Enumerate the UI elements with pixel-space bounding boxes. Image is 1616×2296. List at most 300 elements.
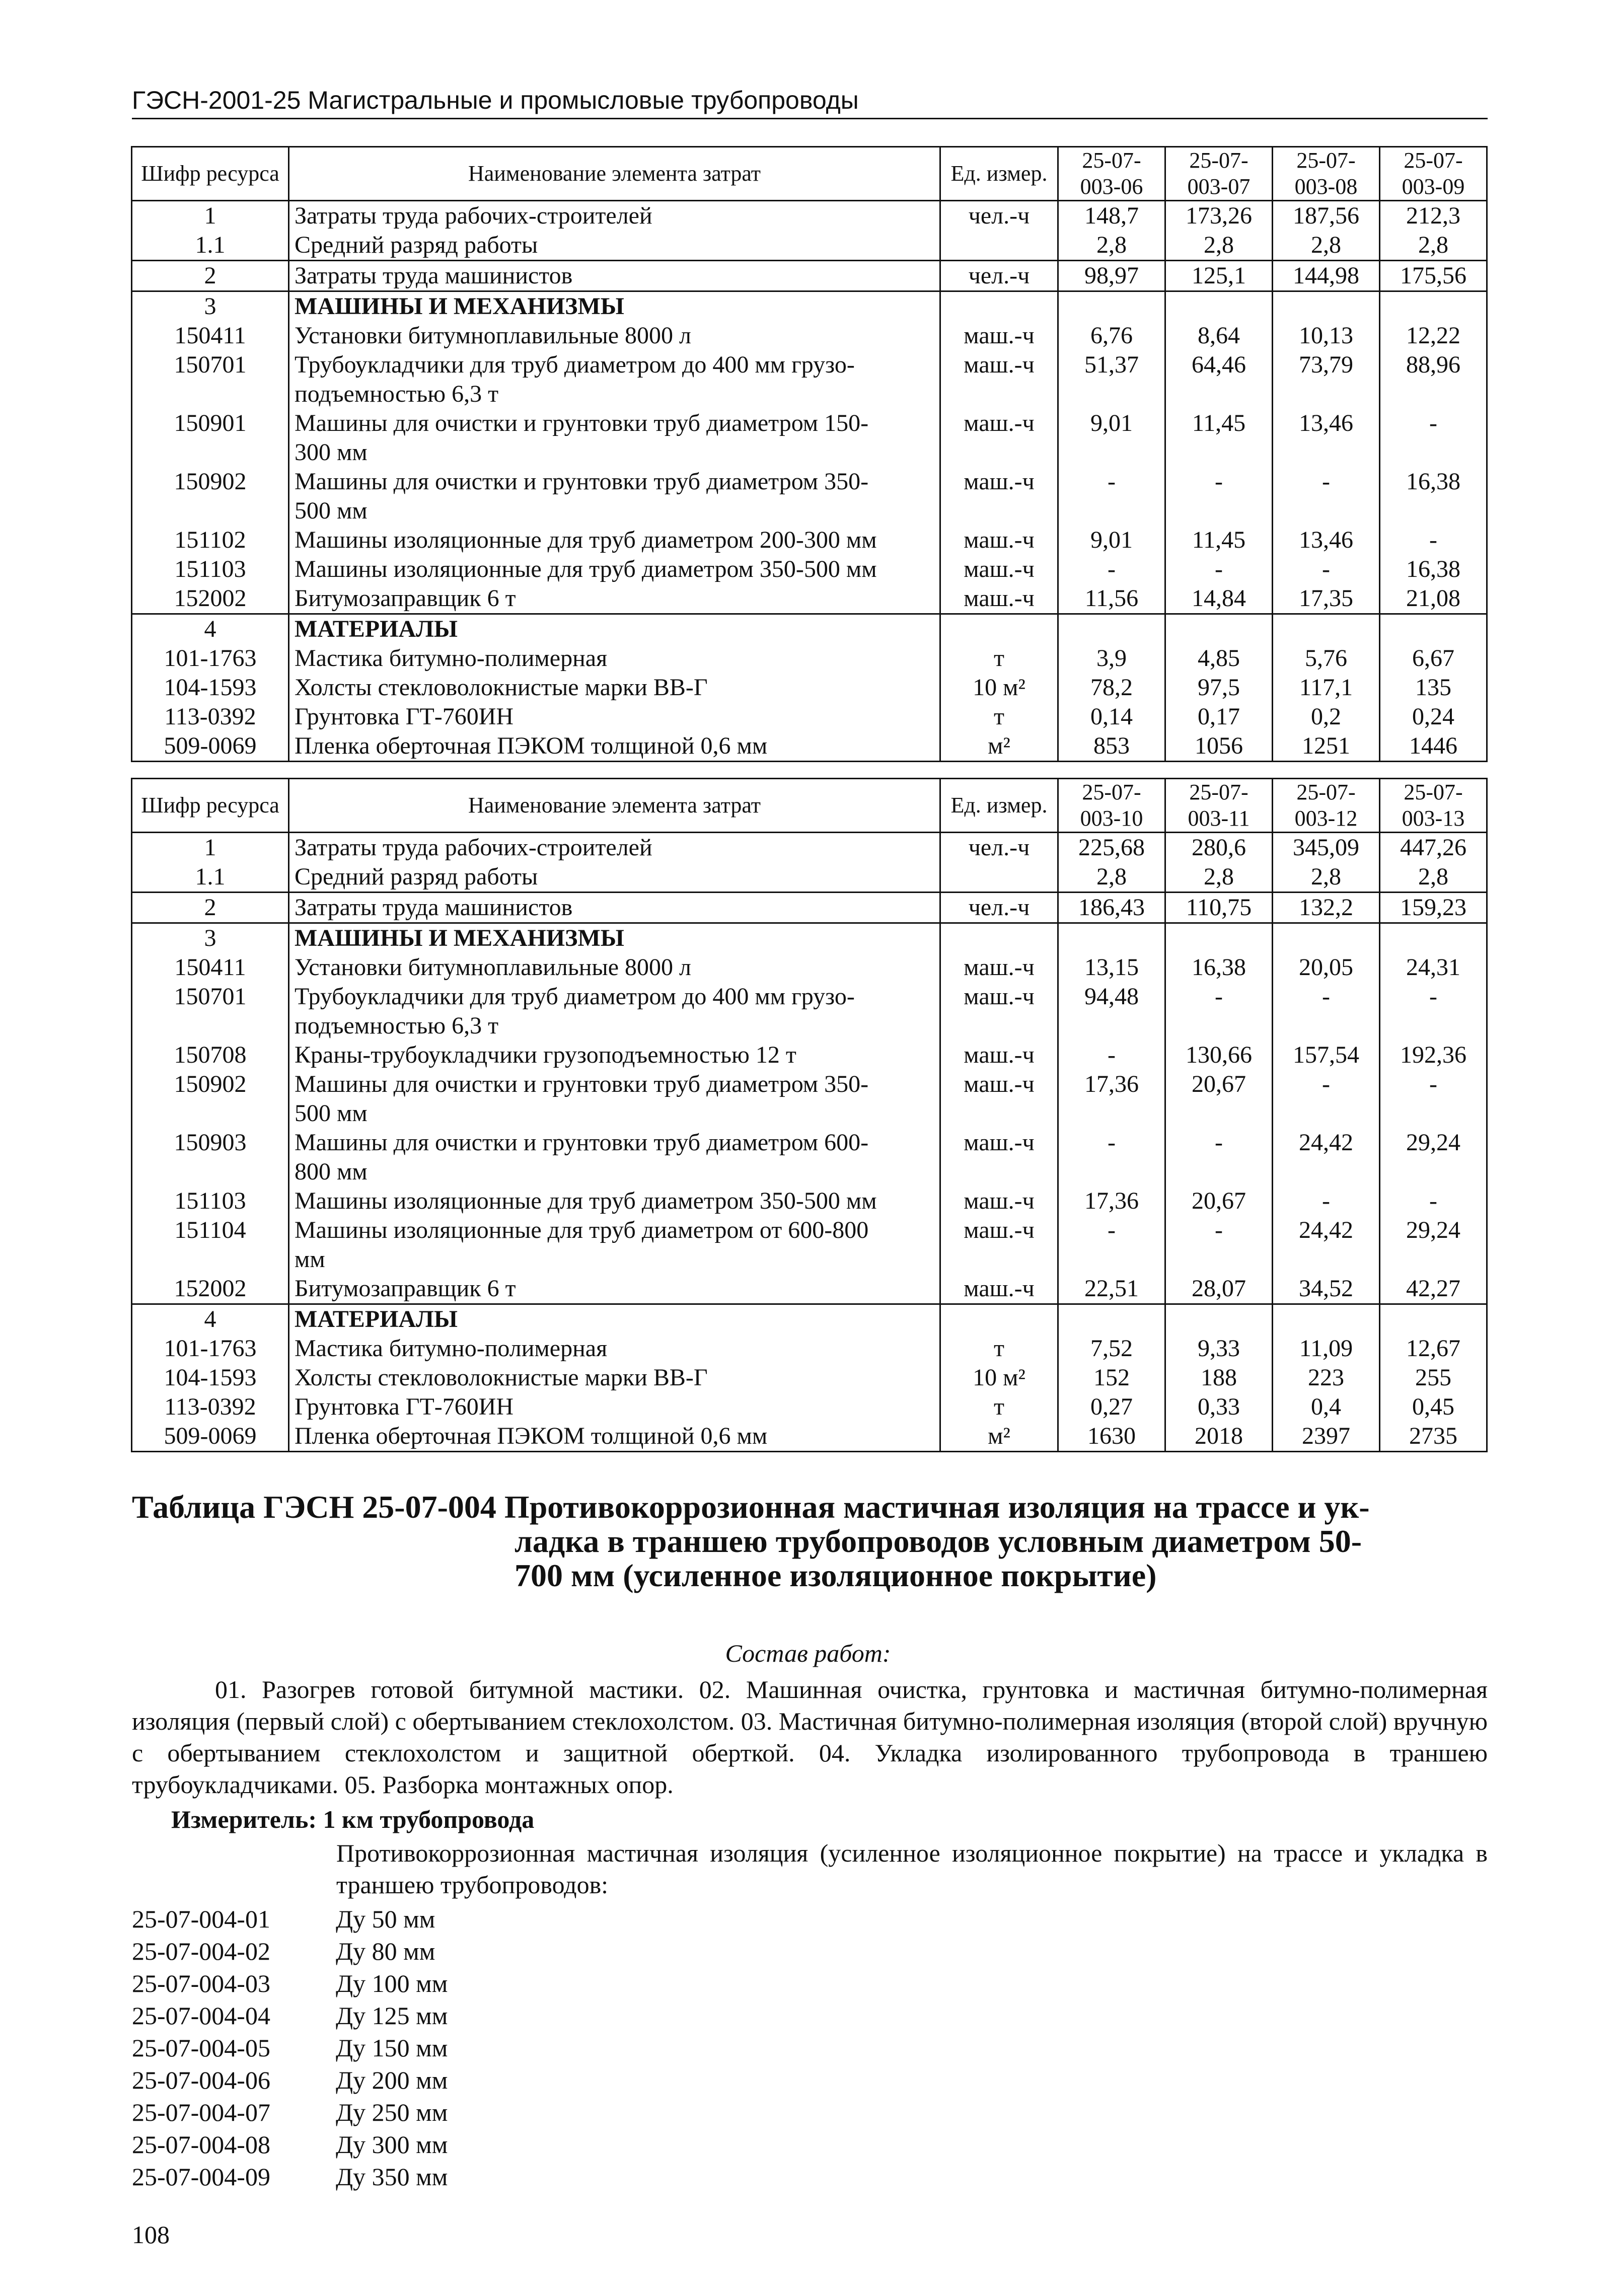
- table-row: [132, 1128, 1487, 1187]
- list-item: [132, 2161, 448, 2193]
- cell-value: 192,36: [1380, 1041, 1487, 1070]
- cell-value: 22,51: [1058, 1274, 1165, 1304]
- cell-value: 159,23: [1380, 893, 1487, 923]
- table-row: [132, 702, 1487, 731]
- cell-name: Затраты труда рабочих-строителей: [289, 201, 940, 231]
- cell-code: 1: [132, 833, 289, 863]
- cell-value: [1273, 923, 1380, 953]
- cell-value: -: [1058, 555, 1165, 584]
- cell-code: 2: [132, 261, 289, 291]
- cell-value: 1630: [1058, 1422, 1165, 1452]
- cell-value: 11,45: [1165, 409, 1273, 467]
- table-row: [132, 644, 1487, 673]
- cell-value: 447,26: [1380, 833, 1487, 863]
- table-row: [132, 201, 1487, 231]
- cell-unit: маш.-ч: [940, 1274, 1058, 1304]
- cell-value: 11,09: [1273, 1334, 1380, 1363]
- cell-value: -: [1058, 467, 1165, 526]
- cell-value: -: [1380, 982, 1487, 1041]
- cell-unit: маш.-ч: [940, 1187, 1058, 1216]
- row-group: [132, 1304, 1487, 1452]
- cell-value: 12,67: [1380, 1334, 1487, 1363]
- cell-value: 11,56: [1058, 584, 1165, 614]
- list-item: [132, 2096, 448, 2128]
- cell-value: 0,4: [1273, 1392, 1380, 1422]
- table-row: [132, 731, 1487, 762]
- cell-unit: [940, 923, 1058, 953]
- item-code: 25-07-004-05: [132, 2034, 270, 2062]
- section-heading: МАШИНЫ И МЕХАНИЗМЫ: [289, 923, 940, 953]
- row-group: [132, 833, 1487, 893]
- cell-value: -: [1273, 467, 1380, 526]
- cell-code: 152002: [132, 584, 289, 614]
- header-row: [132, 147, 1487, 201]
- cell-value: 13,15: [1058, 953, 1165, 982]
- cell-value: 2,8: [1380, 231, 1487, 261]
- table-row: [132, 982, 1487, 1041]
- cell-value: 2,8: [1058, 231, 1165, 261]
- cell-code: 150902: [132, 1070, 289, 1128]
- cell-unit: маш.-ч: [940, 1128, 1058, 1187]
- table-row: [132, 862, 1487, 893]
- cell-value: 3,9: [1058, 644, 1165, 673]
- cell-value: 186,43: [1058, 893, 1165, 923]
- cell-code: 4: [132, 614, 289, 644]
- cell-value: 2018: [1165, 1422, 1273, 1452]
- cell-value: [1273, 1304, 1380, 1335]
- cell-value: 16,38: [1380, 467, 1487, 526]
- header-column: 25-07- 003-09: [1380, 147, 1487, 201]
- cell-code: 104-1593: [132, 673, 289, 702]
- item-label: Ду 200 мм: [336, 2066, 448, 2094]
- cell-value: 2,8: [1273, 231, 1380, 261]
- cell-value: 130,66: [1165, 1041, 1273, 1070]
- cell-value: [1165, 614, 1273, 644]
- header-code: Шифр ресурса: [132, 147, 289, 201]
- cell-unit: [940, 614, 1058, 644]
- cell-code: 101-1763: [132, 1334, 289, 1363]
- header-name: Наименование элемента затрат: [289, 779, 940, 833]
- cell-name: Битумозаправщик 6 т: [289, 584, 940, 614]
- cell-value: -: [1380, 409, 1487, 467]
- cell-code: 4: [132, 1304, 289, 1335]
- cell-code: 151103: [132, 1187, 289, 1216]
- cell-code: 2: [132, 893, 289, 923]
- cell-name: Грунтовка ГТ-760ИН: [289, 702, 940, 731]
- cell-value: 8,64: [1165, 321, 1273, 350]
- section-title: [132, 1490, 1488, 1593]
- list-item: [132, 1967, 448, 1999]
- cell-code: 152002: [132, 1274, 289, 1304]
- measure-unit: Измеритель: 1 км трубопровода: [171, 1805, 535, 1833]
- cell-value: [1165, 291, 1273, 322]
- cell-code: 150701: [132, 350, 289, 409]
- cell-value: 1446: [1380, 731, 1487, 762]
- item-code: 25-07-004-07: [132, 2098, 270, 2126]
- item-label: Ду 300 мм: [336, 2130, 448, 2159]
- cell-value: 148,7: [1058, 201, 1165, 231]
- cell-value: 255: [1380, 1363, 1487, 1392]
- item-code: 25-07-004-06: [132, 2066, 270, 2094]
- title-line-2: ладка в траншею трубопроводов условным диаметром 50-: [515, 1523, 1362, 1559]
- cell-value: 110,75: [1165, 893, 1273, 923]
- cell-unit: чел.-ч: [940, 261, 1058, 291]
- cell-value: 17,36: [1058, 1187, 1165, 1216]
- cell-unit: маш.-ч: [940, 1216, 1058, 1274]
- cell-code: 1: [132, 201, 289, 231]
- cell-value: 20,67: [1165, 1187, 1273, 1216]
- table-row: [132, 1070, 1487, 1128]
- cell-unit: маш.-ч: [940, 1041, 1058, 1070]
- cell-name: Машины изоляционные для труб диаметром 350-500 мм: [289, 555, 940, 584]
- table-row: [132, 467, 1487, 526]
- cell-name: Холсты стекловолокнистые марки ВВ-Г: [289, 1363, 940, 1392]
- cell-value: 16,38: [1380, 555, 1487, 584]
- cell-code: 150411: [132, 321, 289, 350]
- cell-value: 345,09: [1273, 833, 1380, 863]
- cell-value: 28,07: [1165, 1274, 1273, 1304]
- cell-name: Грунтовка ГТ-760ИН: [289, 1392, 940, 1422]
- cell-code: 150901: [132, 409, 289, 467]
- cell-unit: маш.-ч: [940, 982, 1058, 1041]
- cell-value: 135: [1380, 673, 1487, 702]
- cell-value: 175,56: [1380, 261, 1487, 291]
- cell-value: 212,3: [1380, 201, 1487, 231]
- cell-name: Затраты труда рабочих-строителей: [289, 833, 940, 863]
- header-unit: Ед. измер.: [940, 779, 1058, 833]
- cell-value: [1380, 291, 1487, 322]
- item-list: [132, 1903, 448, 2193]
- cell-value: [1058, 614, 1165, 644]
- cell-value: 17,36: [1058, 1070, 1165, 1128]
- cell-unit: чел.-ч: [940, 893, 1058, 923]
- cell-value: 51,37: [1058, 350, 1165, 409]
- cell-value: [1273, 614, 1380, 644]
- cell-value: -: [1058, 1216, 1165, 1274]
- cell-unit: 10 м²: [940, 673, 1058, 702]
- cell-value: -: [1165, 555, 1273, 584]
- cell-value: 21,08: [1380, 584, 1487, 614]
- cell-name: Установки битумноплавильные 8000 л: [289, 953, 940, 982]
- cell-value: 10,13: [1273, 321, 1380, 350]
- header-column: 25-07- 003-11: [1165, 779, 1273, 833]
- item-label: Ду 50 мм: [336, 1905, 435, 1933]
- table-row: [132, 261, 1487, 291]
- title-line-3: 700 мм (усиленное изоляционное покрытие): [515, 1558, 1157, 1593]
- cell-name: Трубоукладчики для труб диаметром до 400 мм грузо- подъемностью 6,3 т: [289, 982, 940, 1041]
- cell-value: 0,14: [1058, 702, 1165, 731]
- cell-unit: м²: [940, 731, 1058, 762]
- cell-unit: [940, 291, 1058, 322]
- table-row: [132, 555, 1487, 584]
- section-heading: МАТЕРИАЛЫ: [289, 1304, 940, 1335]
- cell-value: 98,97: [1058, 261, 1165, 291]
- header-unit: Ед. измер.: [940, 147, 1058, 201]
- table-row: [132, 1304, 1487, 1335]
- header-name: Наименование элемента затрат: [289, 147, 940, 201]
- cell-value: -: [1165, 1128, 1273, 1187]
- cell-value: 0,45: [1380, 1392, 1487, 1422]
- cell-name: Машины изоляционные для труб диаметром 200-300 мм: [289, 526, 940, 555]
- cell-unit: т: [940, 702, 1058, 731]
- cell-value: 7,52: [1058, 1334, 1165, 1363]
- cell-code: 509-0069: [132, 1422, 289, 1452]
- cell-name: Установки битумноплавильные 8000 л: [289, 321, 940, 350]
- header-column: 25-07- 003-08: [1273, 147, 1380, 201]
- cell-value: 0,24: [1380, 702, 1487, 731]
- cell-name: Пленка оберточная ПЭКОМ толщиной 0,6 мм: [289, 731, 940, 762]
- cell-value: -: [1058, 1128, 1165, 1187]
- item-code: 25-07-004-04: [132, 2002, 270, 2030]
- cell-code: 150411: [132, 953, 289, 982]
- cell-value: 29,24: [1380, 1128, 1487, 1187]
- works-text: 01. Разогрев готовой битумной мастики. 02. Машинная очистка, грунтовка и мастичная битумно-полимерная изоляция (первый слой) с обертыванием стеклохолстом. 03. Мастичная битумно-полимерная изоляция (второй слой) вручную с обертыванием стеклохолстом и защитной оберткой. 04. Укладка изолированного трубопровода в траншею трубоукладчиками. 05. Разборка монтажных опор.: [132, 1675, 1488, 1799]
- list-item: [132, 1935, 448, 1967]
- item-label: Ду 350 мм: [336, 2163, 448, 2191]
- cell-value: 17,35: [1273, 584, 1380, 614]
- cell-value: 223: [1273, 1363, 1380, 1392]
- cell-code: 113-0392: [132, 1392, 289, 1422]
- cell-unit: т: [940, 1334, 1058, 1363]
- table-row: [132, 833, 1487, 863]
- cell-value: 11,45: [1165, 526, 1273, 555]
- cell-name: Битумозаправщик 6 т: [289, 1274, 940, 1304]
- list-item: [132, 1999, 448, 2032]
- row-group: [132, 261, 1487, 291]
- header-column: 25-07- 003-06: [1058, 147, 1165, 201]
- table-row: [132, 673, 1487, 702]
- cell-value: 144,98: [1273, 261, 1380, 291]
- cell-unit: чел.-ч: [940, 201, 1058, 231]
- cell-unit: т: [940, 1392, 1058, 1422]
- cell-code: 150903: [132, 1128, 289, 1187]
- page-number: 108: [132, 2220, 170, 2249]
- cell-name: Машины для очистки и грунтовки труб диаметром 600- 800 мм: [289, 1128, 940, 1187]
- header-column: 25-07- 003-07: [1165, 147, 1273, 201]
- cell-value: 152: [1058, 1363, 1165, 1392]
- cell-unit: маш.-ч: [940, 1070, 1058, 1128]
- section-heading: МАШИНЫ И МЕХАНИЗМЫ: [289, 291, 940, 322]
- cell-value: 73,79: [1273, 350, 1380, 409]
- item-code: 25-07-004-09: [132, 2163, 270, 2191]
- cell-value: 97,5: [1165, 673, 1273, 702]
- item-label: Ду 80 мм: [336, 1937, 435, 1965]
- cell-name: Машины для очистки и грунтовки труб диаметром 350- 500 мм: [289, 1070, 940, 1128]
- cell-value: 78,2: [1058, 673, 1165, 702]
- cell-value: 280,6: [1165, 833, 1273, 863]
- cell-code: 101-1763: [132, 644, 289, 673]
- table-row: [132, 1334, 1487, 1363]
- row-group: [132, 614, 1487, 762]
- cell-value: 157,54: [1273, 1041, 1380, 1070]
- cell-value: 88,96: [1380, 350, 1487, 409]
- cell-name: Затраты труда машинистов: [289, 261, 940, 291]
- cell-value: -: [1380, 1070, 1487, 1128]
- header-column: 25-07- 003-13: [1380, 779, 1487, 833]
- cell-value: 2397: [1273, 1422, 1380, 1452]
- works-caption: Состав работ:: [725, 1639, 891, 1667]
- cell-value: 2,8: [1165, 862, 1273, 893]
- cell-unit: маш.-ч: [940, 555, 1058, 584]
- cell-unit: т: [940, 644, 1058, 673]
- cell-value: 2,8: [1058, 862, 1165, 893]
- cell-name: Машины для очистки и грунтовки труб диаметром 150- 300 мм: [289, 409, 940, 467]
- item-code: 25-07-004-08: [132, 2130, 270, 2159]
- table-row: [132, 1363, 1487, 1392]
- cell-name: Трубоукладчики для труб диаметром до 400 мм грузо- подъемностью 6,3 т: [289, 350, 940, 409]
- cell-value: 132,2: [1273, 893, 1380, 923]
- cell-value: 16,38: [1165, 953, 1273, 982]
- cell-unit: [940, 862, 1058, 893]
- cell-name: Средний разряд работы: [289, 231, 940, 261]
- cell-value: 13,46: [1273, 526, 1380, 555]
- cell-value: 173,26: [1165, 201, 1273, 231]
- cell-value: 0,17: [1165, 702, 1273, 731]
- cell-value: 64,46: [1165, 350, 1273, 409]
- item-code: 25-07-004-03: [132, 1969, 270, 1997]
- cell-value: [1165, 923, 1273, 953]
- table-row: [132, 526, 1487, 555]
- cell-value: 9,01: [1058, 409, 1165, 467]
- title-line-1: Таблица ГЭСН 25-07-004 Противокоррозионная мастичная изоляция на трассе и ук-: [132, 1489, 1370, 1525]
- row-group: [132, 893, 1487, 923]
- table-row: [132, 409, 1487, 467]
- cell-unit: маш.-ч: [940, 321, 1058, 350]
- table-row: [132, 1216, 1487, 1274]
- cell-value: -: [1058, 1041, 1165, 1070]
- cell-value: [1273, 291, 1380, 322]
- row-group: [132, 201, 1487, 261]
- cell-value: 187,56: [1273, 201, 1380, 231]
- cell-value: 1251: [1273, 731, 1380, 762]
- cell-value: 6,76: [1058, 321, 1165, 350]
- list-item: [132, 1903, 448, 1935]
- cell-unit: маш.-ч: [940, 350, 1058, 409]
- table-row: [132, 350, 1487, 409]
- cell-value: [1380, 923, 1487, 953]
- cell-value: 13,46: [1273, 409, 1380, 467]
- cell-value: -: [1273, 982, 1380, 1041]
- item-code: 25-07-004-02: [132, 1937, 270, 1965]
- cell-unit: чел.-ч: [940, 833, 1058, 863]
- cell-name: Холсты стекловолокнистые марки ВВ-Г: [289, 673, 940, 702]
- cell-value: 125,1: [1165, 261, 1273, 291]
- cell-value: 117,1: [1273, 673, 1380, 702]
- cell-value: -: [1380, 526, 1487, 555]
- cell-unit: [940, 1304, 1058, 1335]
- cell-value: 4,85: [1165, 644, 1273, 673]
- cell-unit: маш.-ч: [940, 584, 1058, 614]
- item-label: Ду 250 мм: [336, 2098, 448, 2126]
- table-row: [132, 614, 1487, 644]
- cell-value: 0,27: [1058, 1392, 1165, 1422]
- cell-value: 225,68: [1058, 833, 1165, 863]
- table-row: [132, 291, 1487, 322]
- cell-value: 9,01: [1058, 526, 1165, 555]
- running-header: ГЭСН-2001-25 Магистральные и промысловые трубопроводы: [132, 86, 1488, 119]
- cell-value: 24,42: [1273, 1128, 1380, 1187]
- row-group: [132, 291, 1487, 614]
- cell-value: 94,48: [1058, 982, 1165, 1041]
- cell-value: [1165, 1304, 1273, 1335]
- cell-code: 509-0069: [132, 731, 289, 762]
- item-label: Ду 125 мм: [336, 2002, 448, 2030]
- cell-value: 2735: [1380, 1422, 1487, 1452]
- cell-name: Машины изоляционные для труб диаметром от 600-800 мм: [289, 1216, 940, 1274]
- table-row: [132, 923, 1487, 953]
- cell-value: 29,24: [1380, 1216, 1487, 1274]
- cell-value: 2,8: [1380, 862, 1487, 893]
- cell-code: 151103: [132, 555, 289, 584]
- list-item: [132, 2064, 448, 2096]
- table-row: [132, 1041, 1487, 1070]
- cell-value: 34,52: [1273, 1274, 1380, 1304]
- cell-name: Краны-трубоукладчики грузоподъемностью 12 т: [289, 1041, 940, 1070]
- cell-unit: м²: [940, 1422, 1058, 1452]
- cell-value: 0,33: [1165, 1392, 1273, 1422]
- cell-value: -: [1165, 467, 1273, 526]
- measure-description: Противокоррозионная мастичная изоляция (усиленное изоляционное покрытие) на трассе и укладка в траншею трубопроводов:: [336, 1839, 1488, 1899]
- header-column: 25-07- 003-10: [1058, 779, 1165, 833]
- cell-value: -: [1380, 1187, 1487, 1216]
- cell-code: 151102: [132, 526, 289, 555]
- cell-code: 3: [132, 291, 289, 322]
- cell-value: 6,67: [1380, 644, 1487, 673]
- cell-unit: маш.-ч: [940, 953, 1058, 982]
- cell-code: 1.1: [132, 862, 289, 893]
- cell-value: 24,42: [1273, 1216, 1380, 1274]
- cell-name: Мастика битумно-полимерная: [289, 1334, 940, 1363]
- row-group: [132, 923, 1487, 1304]
- cell-value: 2,8: [1273, 862, 1380, 893]
- cell-code: 113-0392: [132, 702, 289, 731]
- cell-name: Средний разряд работы: [289, 862, 940, 893]
- item-code: 25-07-004-01: [132, 1905, 270, 1933]
- header-column: 25-07- 003-12: [1273, 779, 1380, 833]
- cell-name: Машины изоляционные для труб диаметром 350-500 мм: [289, 1187, 940, 1216]
- table-row: [132, 321, 1487, 350]
- table-row: [132, 1187, 1487, 1216]
- cell-value: -: [1165, 1216, 1273, 1274]
- cell-code: 151104: [132, 1216, 289, 1274]
- cell-value: 0,2: [1273, 702, 1380, 731]
- cell-name: Мастика битумно-полимерная: [289, 644, 940, 673]
- cell-value: -: [1273, 555, 1380, 584]
- cell-code: 3: [132, 923, 289, 953]
- cell-value: 20,67: [1165, 1070, 1273, 1128]
- cell-value: 12,22: [1380, 321, 1487, 350]
- cell-value: 20,05: [1273, 953, 1380, 982]
- cell-code: 150701: [132, 982, 289, 1041]
- cell-value: 853: [1058, 731, 1165, 762]
- cell-code: 1.1: [132, 231, 289, 261]
- table-row: [132, 1392, 1487, 1422]
- table-row: [132, 1274, 1487, 1304]
- table-row: [132, 231, 1487, 261]
- table-row: [132, 893, 1487, 923]
- cell-value: [1380, 614, 1487, 644]
- cell-name: Машины для очистки и грунтовки труб диаметром 350- 500 мм: [289, 467, 940, 526]
- cell-code: 150708: [132, 1041, 289, 1070]
- section-heading: МАТЕРИАЛЫ: [289, 614, 940, 644]
- cell-value: [1380, 1304, 1487, 1335]
- header-row: [132, 779, 1487, 833]
- cell-unit: [940, 231, 1058, 261]
- cell-value: 42,27: [1380, 1274, 1487, 1304]
- cell-unit: маш.-ч: [940, 409, 1058, 467]
- cell-value: [1058, 291, 1165, 322]
- cell-unit: 10 м²: [940, 1363, 1058, 1392]
